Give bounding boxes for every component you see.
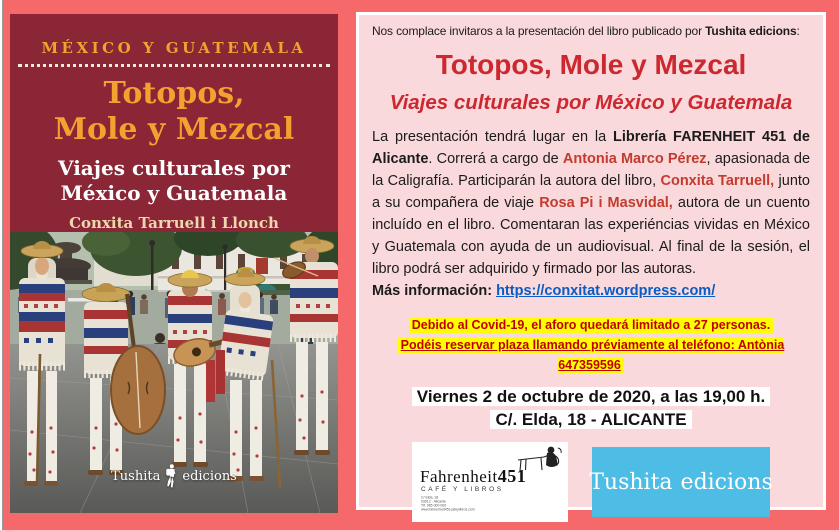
wordpress-link[interactable]: https://conxitat.wordpress.com/ bbox=[496, 283, 716, 299]
event-address: C/. Elda, 18 - ALICANTE bbox=[490, 410, 691, 429]
tushita-edicions-logo bbox=[589, 447, 773, 517]
invitation-panel bbox=[356, 12, 826, 510]
cover-dotted-divider bbox=[18, 64, 330, 67]
intro-line bbox=[372, 24, 810, 38]
backpacker-icon bbox=[164, 464, 178, 488]
body-segment: , apasionada de la Caligrafía. Participarán la autora del libro, bbox=[372, 151, 811, 189]
body-paragraph bbox=[372, 126, 810, 280]
event-book-title: Totopos, Mole y Mezcal bbox=[435, 49, 747, 80]
cover-title-line1: Totopos, bbox=[103, 76, 245, 111]
fahrenheit-451: 451 bbox=[497, 466, 527, 486]
fahrenheit-tagline: CAFÉ Y LIBROS bbox=[421, 486, 504, 493]
tushita-name-left: Tushita bbox=[589, 469, 673, 495]
covid-notice bbox=[372, 315, 810, 375]
cover-publisher-right: edicions bbox=[182, 468, 237, 484]
fahrenheit-address-line: 03012 - Alicante bbox=[421, 500, 446, 504]
intro-post: : bbox=[796, 24, 800, 38]
body-segment: Librería FARENHEIT 451 de Alicante bbox=[372, 129, 810, 167]
fahrenheit451-wordmark bbox=[420, 466, 526, 487]
fahrenheit-address bbox=[421, 496, 475, 512]
covid-line1: Debido al Covid-19, el aforo quedará limitado a 27 personas. bbox=[409, 317, 773, 333]
fahrenheit-address-line: www.fahrenheit451cafeylibros.com bbox=[421, 508, 475, 512]
fahrenheit451-logo bbox=[412, 442, 568, 522]
covid-line2: Podéis reservar plaza llamando préviamente al teléfono: Antònia 647359596 bbox=[398, 337, 785, 373]
event-date: Viernes 2 de octubre de 2020, a las 19,00 h. bbox=[412, 387, 770, 406]
logos-row bbox=[372, 442, 810, 522]
cover-publisher-left: Tushita bbox=[111, 468, 161, 484]
fahrenheit-address-line: C/ Elda, 18 bbox=[421, 496, 439, 500]
cover-publisher bbox=[10, 464, 338, 488]
cover-subtitle-line1: Viajes culturales por bbox=[58, 156, 290, 180]
book-cover bbox=[10, 14, 338, 513]
body-segment: autora de un cuento incluído en el libro. Comentaran las experiéncias vividas en México y Guatemala con ayuda de un audiovisual. Al final de la sesión, el libro podrá ser adquirido y firmado por las autoras. bbox=[372, 195, 810, 277]
more-info-label: Más información: bbox=[372, 283, 497, 299]
cover-title bbox=[10, 76, 338, 148]
scan-edge bbox=[0, 0, 3, 530]
fahrenheit-name: Fahrenheit bbox=[420, 467, 498, 486]
body-segment: La presentación tendrá lugar en la bbox=[372, 129, 613, 145]
intro-pre: Nos complace invitaros a la presentación del libro publicado por bbox=[372, 24, 706, 38]
intro-publisher: Tushita edicions bbox=[705, 24, 797, 38]
body-segment: Antonia Marco Pérez bbox=[562, 151, 707, 167]
body-segment: Rosa Pi i Masvidal, bbox=[539, 195, 673, 211]
event-when bbox=[372, 385, 810, 431]
cover-title-line2: Mole y Mezcal bbox=[53, 112, 295, 147]
cover-subtitle bbox=[10, 156, 338, 206]
cover-author: Conxita Tarruell i Llonch bbox=[69, 214, 279, 232]
fahrenheit-address-line: Tlf. 965 000 000 bbox=[421, 504, 447, 508]
cover-series-title: MÉXICO Y GUATEMALA bbox=[41, 39, 307, 57]
more-info-line bbox=[372, 280, 810, 302]
tushita-name-right: edicions bbox=[680, 469, 773, 495]
body-segment: . Correrá a cargo de bbox=[428, 151, 563, 167]
body-segment: Conxita Tarruell, bbox=[660, 173, 775, 189]
event-book-subtitle: Viajes culturales por México y Guatemala bbox=[389, 91, 793, 114]
cover-subtitle-line2: México y Guatemala bbox=[60, 181, 288, 205]
body-segment: junto a su compañera de viaje bbox=[372, 173, 810, 211]
